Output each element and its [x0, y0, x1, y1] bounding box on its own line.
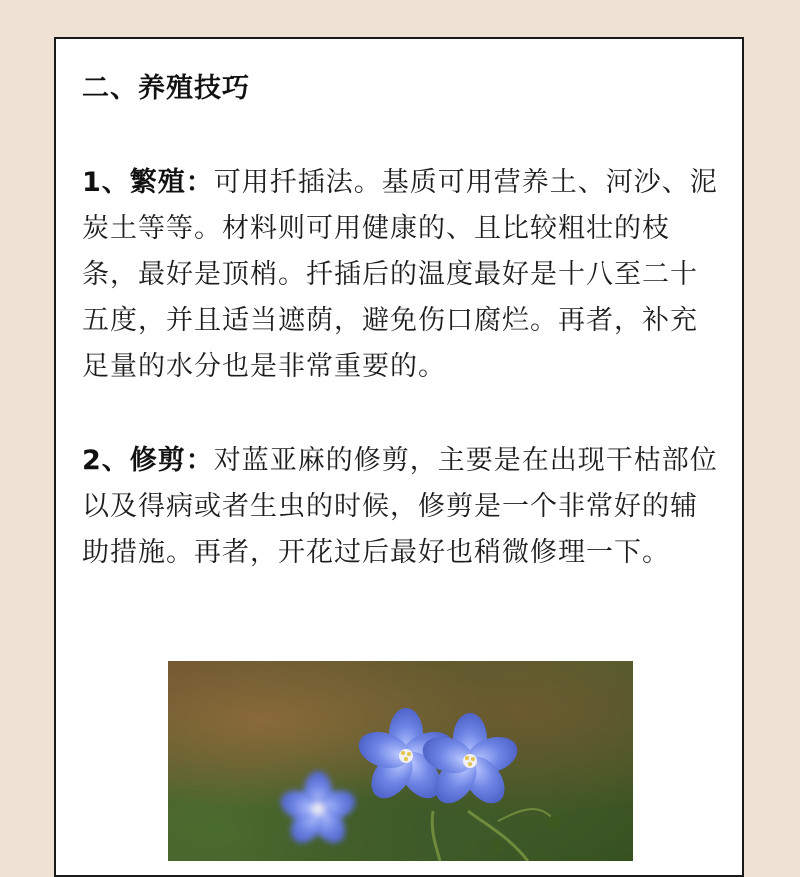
tip-propagation-body: 可用扦插法。基质可用营养土、河沙、泥炭土等等。材料则可用健康的、且比较粗壮的枝条，最好是顶梢。扦插后的温度最好是十八至二十五度，并且适当遮荫，避免伤口腐烂。再者，补充足量的水分也是非常重要的。: [82, 167, 718, 382]
tip-pruning: [82, 438, 722, 576]
article-card: [54, 37, 744, 877]
tip-pruning-body: 对蓝亚麻的修剪，主要是在出现干枯部位以及得病或者生虫的时候，修剪是一个非常好的辅助措施。再者，开花过后最好也稍微修理一下。: [82, 445, 718, 568]
tip-pruning-lead: 2、修剪：: [82, 445, 214, 476]
tip-propagation: [82, 160, 722, 390]
blue-flax-photo: [168, 661, 633, 861]
tip-propagation-lead: 1、繁殖：: [82, 167, 214, 198]
blue-flax-flower-icon: [168, 661, 633, 861]
section-title: 二、养殖技巧: [82, 73, 250, 104]
